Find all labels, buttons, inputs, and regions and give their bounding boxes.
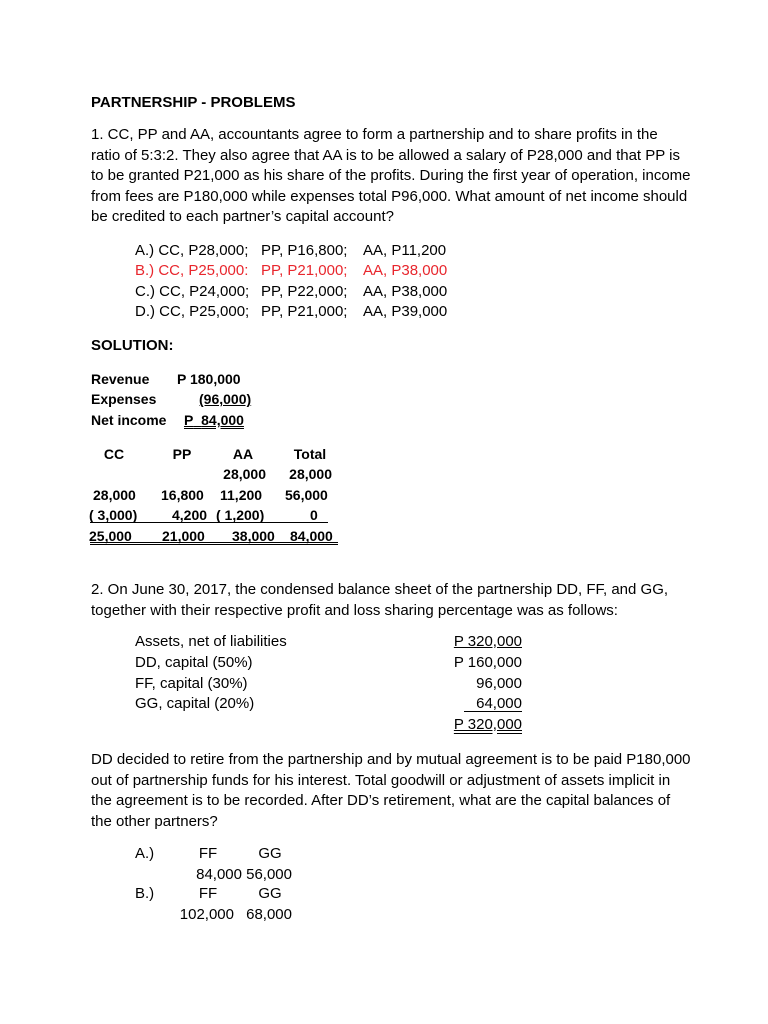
net-income-value: P 84,000 <box>184 412 244 428</box>
balance-value: P 320,000 <box>453 633 522 650</box>
option-a-pp: PP, P16,800; <box>261 242 348 259</box>
table-cell: 56,000 <box>285 487 328 503</box>
option-a: A.) <box>135 845 155 862</box>
solution-heading: SOLUTION: <box>91 337 174 354</box>
table-cell: 28,000 <box>93 487 136 503</box>
option-b-val1: 102,000 <box>179 906 234 923</box>
option-a-col1: FF <box>198 845 218 862</box>
option-b-val2: 68,000 <box>246 906 292 923</box>
balance-label: Assets, net of liabilities <box>135 633 287 650</box>
option-b-pp: PP, P21,000; <box>261 262 348 279</box>
balance-label: FF, capital (30%) <box>135 675 248 692</box>
option-c: C.) CC, P24,000; <box>135 283 250 300</box>
option-b: B.) CC, P25,000: <box>135 262 249 279</box>
table-cell: 25,000 <box>89 528 132 544</box>
col-header-total: Total <box>293 446 327 462</box>
balance-total: P 320,000 <box>453 716 522 733</box>
page-title: PARTNERSHIP - PROBLEMS <box>91 94 296 111</box>
option-d: D.) CC, P25,000; <box>135 303 250 320</box>
col-header-cc: CC <box>103 446 125 462</box>
col-header-aa: AA <box>232 446 254 462</box>
balance-value: 96,000 <box>476 675 522 692</box>
table-cell: 38,000 <box>232 528 275 544</box>
expenses-value: (96,000) <box>199 391 252 407</box>
balance-label: DD, capital (50%) <box>135 654 253 671</box>
balance-value: P 160,000 <box>453 654 522 671</box>
table-cell: 84,000 <box>290 528 333 544</box>
option-b-col2: GG <box>258 885 282 902</box>
table-cell: 0 <box>310 507 318 523</box>
table-cell: 4,200 <box>172 507 208 523</box>
option-a: A.) CC, P28,000; <box>135 242 249 259</box>
net-income-label: Net income <box>91 412 167 428</box>
table-cell: 21,000 <box>162 528 205 544</box>
option-b-col1: FF <box>198 885 218 902</box>
option-a-val2: 56,000 <box>246 866 292 883</box>
option-b-aa: AA, P38,000 <box>363 262 448 279</box>
option-d-pp: PP, P21,000; <box>261 303 348 320</box>
table-cell: 11,200 <box>220 487 263 503</box>
col-header-pp: PP <box>172 446 192 462</box>
balance-label: GG, capital (20%) <box>135 695 255 712</box>
problem2-question: DD decided to retire from the partnership and by mutual agreement is to be paid P180,000 out of partnership funds for his interest. Total goodwill or adjustment of assets implicit in the agreement is to be recorded. After DD’s retirement, what are the capital balances of the other partners? <box>91 751 691 830</box>
revenue-label: Revenue <box>91 371 150 387</box>
problem2-text: 2. On June 30, 2017, the condensed balance sheet of the partnership DD, FF, and GG, together with their respective profit and loss sharing percentage was as follows: <box>91 581 669 619</box>
option-a-val1: 84,000 <box>196 866 242 883</box>
table-cell: 28,000 <box>223 466 266 482</box>
option-c-aa: AA, P38,000 <box>363 283 448 300</box>
table-cell: 16,800 <box>161 487 204 503</box>
option-a-aa: AA, P11,200 <box>363 242 447 259</box>
problem1-text: 1. CC, PP and AA, accountants agree to form a partnership and to share profits in the ratio of 5:3:2. They also agree that AA is to be allowed a salary of P28,000 and that PP is to be granted P21,000 as his share of the profits. During the first year of operation, income from fees are P180,000 while expenses total P96,000. What amount of net income should be credited to each partner’s capital account? <box>91 126 691 226</box>
option-a-col2: GG <box>258 845 282 862</box>
table-cell: 28,000 <box>289 466 332 482</box>
table-cell: ( 3,000) <box>89 507 138 523</box>
expenses-label: Expenses <box>91 391 157 407</box>
option-c-pp: PP, P22,000; <box>261 283 348 300</box>
option-d-aa: AA, P39,000 <box>363 303 448 320</box>
table-cell: ( 1,200) <box>216 507 265 523</box>
revenue-value: P 180,000 <box>177 371 241 387</box>
option-b: B.) <box>135 885 155 902</box>
balance-value: 64,000 <box>476 695 522 712</box>
